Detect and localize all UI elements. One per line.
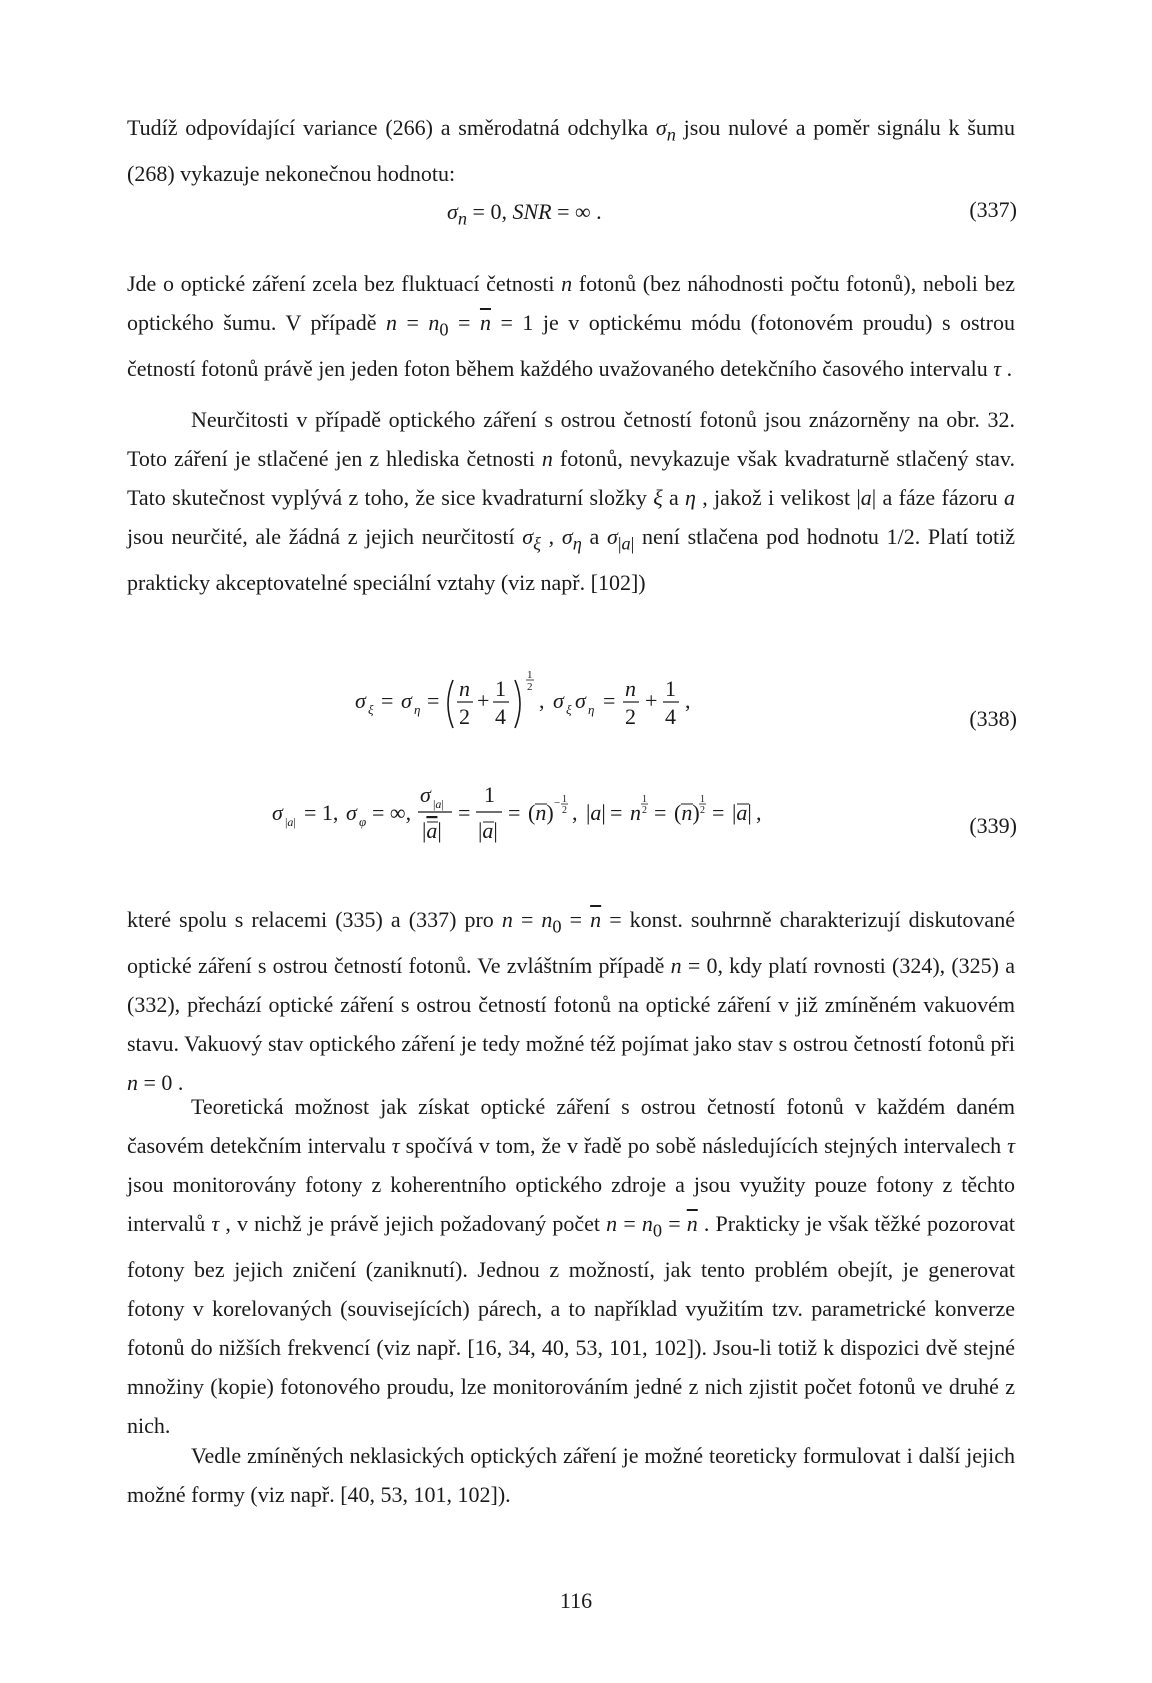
svg-text:η: η [414, 702, 421, 717]
svg-text:n: n [459, 676, 470, 701]
svg-text:4: 4 [665, 704, 676, 729]
svg-text:n: n [625, 676, 636, 701]
svg-text:=: = [381, 688, 394, 713]
svg-text:|a|: |a| [433, 797, 444, 811]
svg-text:=: = [458, 800, 471, 825]
svg-text:|a|: |a| [732, 800, 752, 825]
svg-text:2: 2 [527, 681, 533, 693]
p1-part-b: jsou nulové a poměr signálu k šumu (268) vykazuje nekonečnou hodnotu: [127, 115, 1016, 187]
svg-text:=: = [712, 800, 725, 825]
svg-text:2: 2 [700, 805, 705, 816]
svg-text:σ: σ [346, 800, 357, 825]
svg-text:2: 2 [625, 704, 636, 729]
equation-338-graphic [355, 668, 745, 738]
svg-text:ξ: ξ [368, 702, 374, 717]
svg-text:= 1,: = 1, [304, 800, 339, 825]
svg-text:,: , [572, 800, 578, 825]
svg-text:=: = [654, 800, 667, 825]
svg-text:1: 1 [665, 676, 676, 701]
svg-text:4: 4 [495, 704, 506, 729]
svg-text:φ: φ [359, 814, 367, 829]
svg-text:+: + [477, 688, 490, 713]
svg-text:=: = [603, 688, 616, 713]
equation-337: $\sigma_n = 0$, SNR = ∞ . [447, 199, 602, 229]
svg-text:n: n [630, 800, 641, 825]
svg-text:1: 1 [484, 782, 495, 807]
equation-number-339: (339) [969, 813, 1017, 838]
svg-text:2: 2 [642, 805, 647, 816]
paragraph-1: Tudíž odpovídající variance (266) a směrodatná odchylka $\sigma_n$ jsou nulové a poměr signálu k šumu (268) vykazuje nekonečnou hodnotu: [127, 115, 1016, 187]
page-number: 116 [559, 1588, 593, 1613]
svg-text:(n): (n) [528, 800, 554, 825]
svg-text:=: = [427, 688, 440, 713]
equation-339-graphic [272, 780, 872, 860]
svg-text:2: 2 [562, 805, 567, 816]
svg-text:|a|: |a| [478, 818, 498, 843]
paragraph-5: Teoretická možnost jak získat optické záření s ostrou četností fotonů v každém daném časovém detekčním intervalu τ spočívá v tom, že v řadě po sobě následujících stejných intervalech τ jsou monitorovány fotony z koherentního optického zdroje a jsou využity pouze fotony z těchto intervalů τ , v nichž je právě jejich požadovaný počet $n = n_0 = \overline{n}$ . Prakticky je však těžké pozorovat fotony bez jejich zničení (zaniknutí). Jednou z možností, jak tento problém obejít, je generovat fotony v korelovaných (souvisejících) párech, a to například využitím tzv. parametrické konverze fotonů do nižších frekvencí (viz např. [16, 34, 40, 53, 101, 102]). Jsou-li totiž k dispozici dvě stejné množiny (kopie) fotonového proudu, lze monitorováním jedné z nich zjistit počet fotonů ve druhé z nich. [127, 1094, 1015, 1439]
svg-text:=: = [610, 800, 623, 825]
svg-text:−: − [554, 797, 561, 809]
svg-text:η: η [588, 702, 595, 717]
svg-text:,: , [756, 800, 762, 825]
p1-part-a: Tudíž odpovídající variance (266) a směrodatná odchylka [127, 115, 656, 140]
svg-text:(n): (n) [674, 800, 700, 825]
svg-text:σ: σ [401, 688, 412, 713]
svg-text:σ: σ [575, 688, 586, 713]
svg-text:,: , [685, 688, 691, 713]
svg-text:2: 2 [459, 704, 470, 729]
svg-text:|a|: |a| [586, 800, 606, 825]
svg-text:σ: σ [272, 800, 283, 825]
svg-text:= ∞,: = ∞, [372, 800, 412, 825]
svg-text:1: 1 [527, 669, 533, 681]
svg-text:σ: σ [553, 688, 564, 713]
svg-text:|a|: |a| [285, 815, 296, 829]
paragraph-4: které spolu s relacemi (335) a (337) pro $n = n_0 = \overline{n}$ = konst. souhrnně charakterizují diskutované optické záření s ostrou četností fotonů. Ve zvláštním případě n = 0, kdy platí rovnosti (324), (325) a (332), přechází optické záření s ostrou četností fotonů na optické záření v již zmíněném vakuovém stavu. Vakuový stav optického záření je tedy možné též pojímat jako stav s ostrou četností fotonů při n = 0 . [127, 907, 1015, 1096]
svg-text:|a|: |a| [422, 818, 442, 843]
equation-number-337: (337) [969, 197, 1017, 222]
svg-text:,: , [539, 688, 545, 713]
svg-text:ξ: ξ [566, 702, 572, 717]
svg-text:1: 1 [700, 794, 705, 805]
svg-text:1: 1 [642, 794, 647, 805]
svg-text:1: 1 [562, 794, 567, 805]
svg-text:+: + [645, 688, 658, 713]
svg-text:σ: σ [420, 782, 431, 807]
paragraph-2: Jde o optické záření zcela bez fluktuací četnosti n fotonů (bez náhodnosti počtu fotonů), neboli bez optického šumu. V případě $n = n_0 = \overline{n} = 1$ je v optickému módu (fotonovém proudu) s ostrou četností fotonů právě jen jeden foton během každého uvažovaného detekčního časového intervalu τ . [127, 271, 1015, 382]
paragraph-3: Neurčitosti v případě optického záření s ostrou četností fotonů jsou znázorněny na obr. 32. Toto záření je stlačené jen z hlediska četnosti n fotonů, nevykazuje však kvadraturně stlačený stav. Tato skutečnost vyplývá z toho, že sice kvadraturní složky ξ a η , jakož i velikost |a| a fáze fázoru a jsou neurčité, ale žádná z jejich neurčitostí $\sigma_\xi$ , $\sigma_\eta$ a $\sigma_{|a|}$ není stlačena pod hodnotu 1/2. Platí totiž prakticky akceptovatelné speciální vztahy (viz např. [102]) [127, 407, 1016, 596]
paragraph-6: Vedle zmíněných neklasických optických záření je možné teoreticky formulovat i další jejich možné formy (viz např. [40, 53, 101, 102]). [127, 1443, 1015, 1507]
svg-text:σ: σ [355, 688, 366, 713]
svg-text:=: = [508, 800, 521, 825]
equation-number-338: (338) [969, 706, 1017, 731]
svg-text:1: 1 [495, 676, 506, 701]
